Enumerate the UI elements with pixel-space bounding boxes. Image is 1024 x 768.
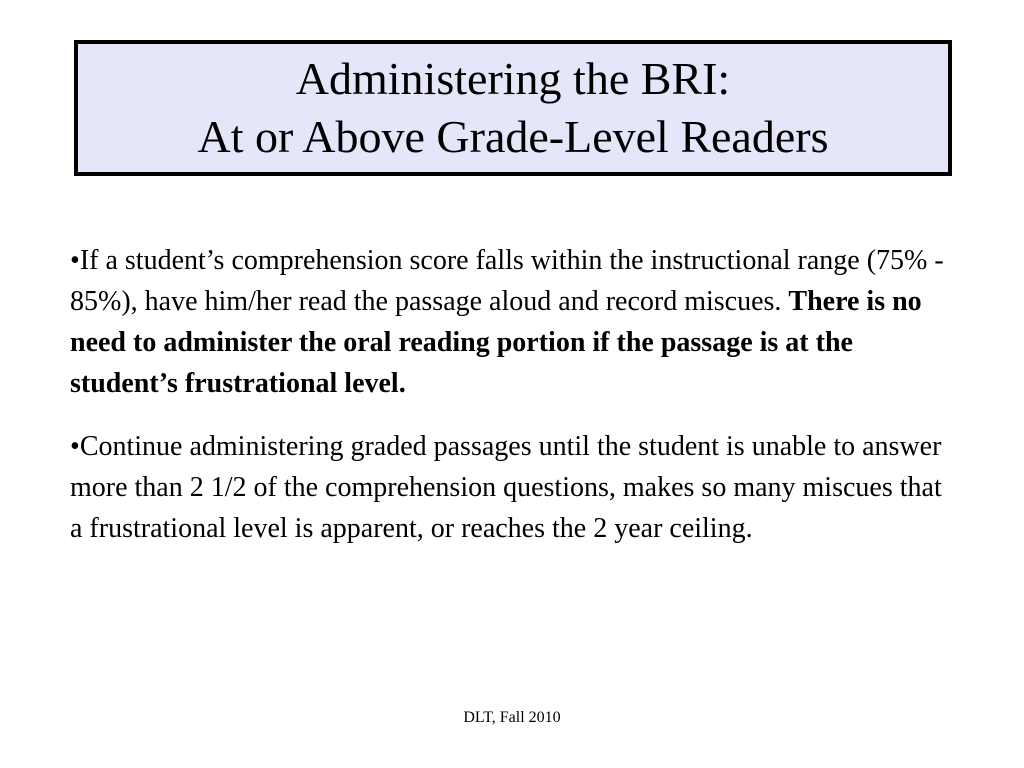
footer-text: DLT, Fall 2010 <box>463 709 561 726</box>
title-line-1: Administering the BRI: <box>295 53 731 104</box>
bullet-text: If a student’s comprehension score falls within the instructional range (75% - 85%), have him/her read the passage aloud and record miscues. <box>70 245 944 317</box>
bullet-marker: • <box>70 245 80 276</box>
bullet-marker: • <box>70 431 80 462</box>
title-line-2: At or Above Grade-Level Readers <box>197 111 829 162</box>
bullet-text: Continue administering graded passages until the student is unable to answer more than 2 1/2 of the comprehension questions, makes so many miscues that a frustrational level is apparent, or reaches the 2 year ceiling. <box>70 431 942 544</box>
body-text <box>70 240 960 571</box>
bullet-bold-text: There is no need to administer the oral reading portion if the passage is at the student’s frustrational level. <box>70 286 922 399</box>
bullet-item-2 <box>70 426 960 549</box>
bullet-item-1 <box>70 240 960 404</box>
title-box <box>74 40 952 176</box>
